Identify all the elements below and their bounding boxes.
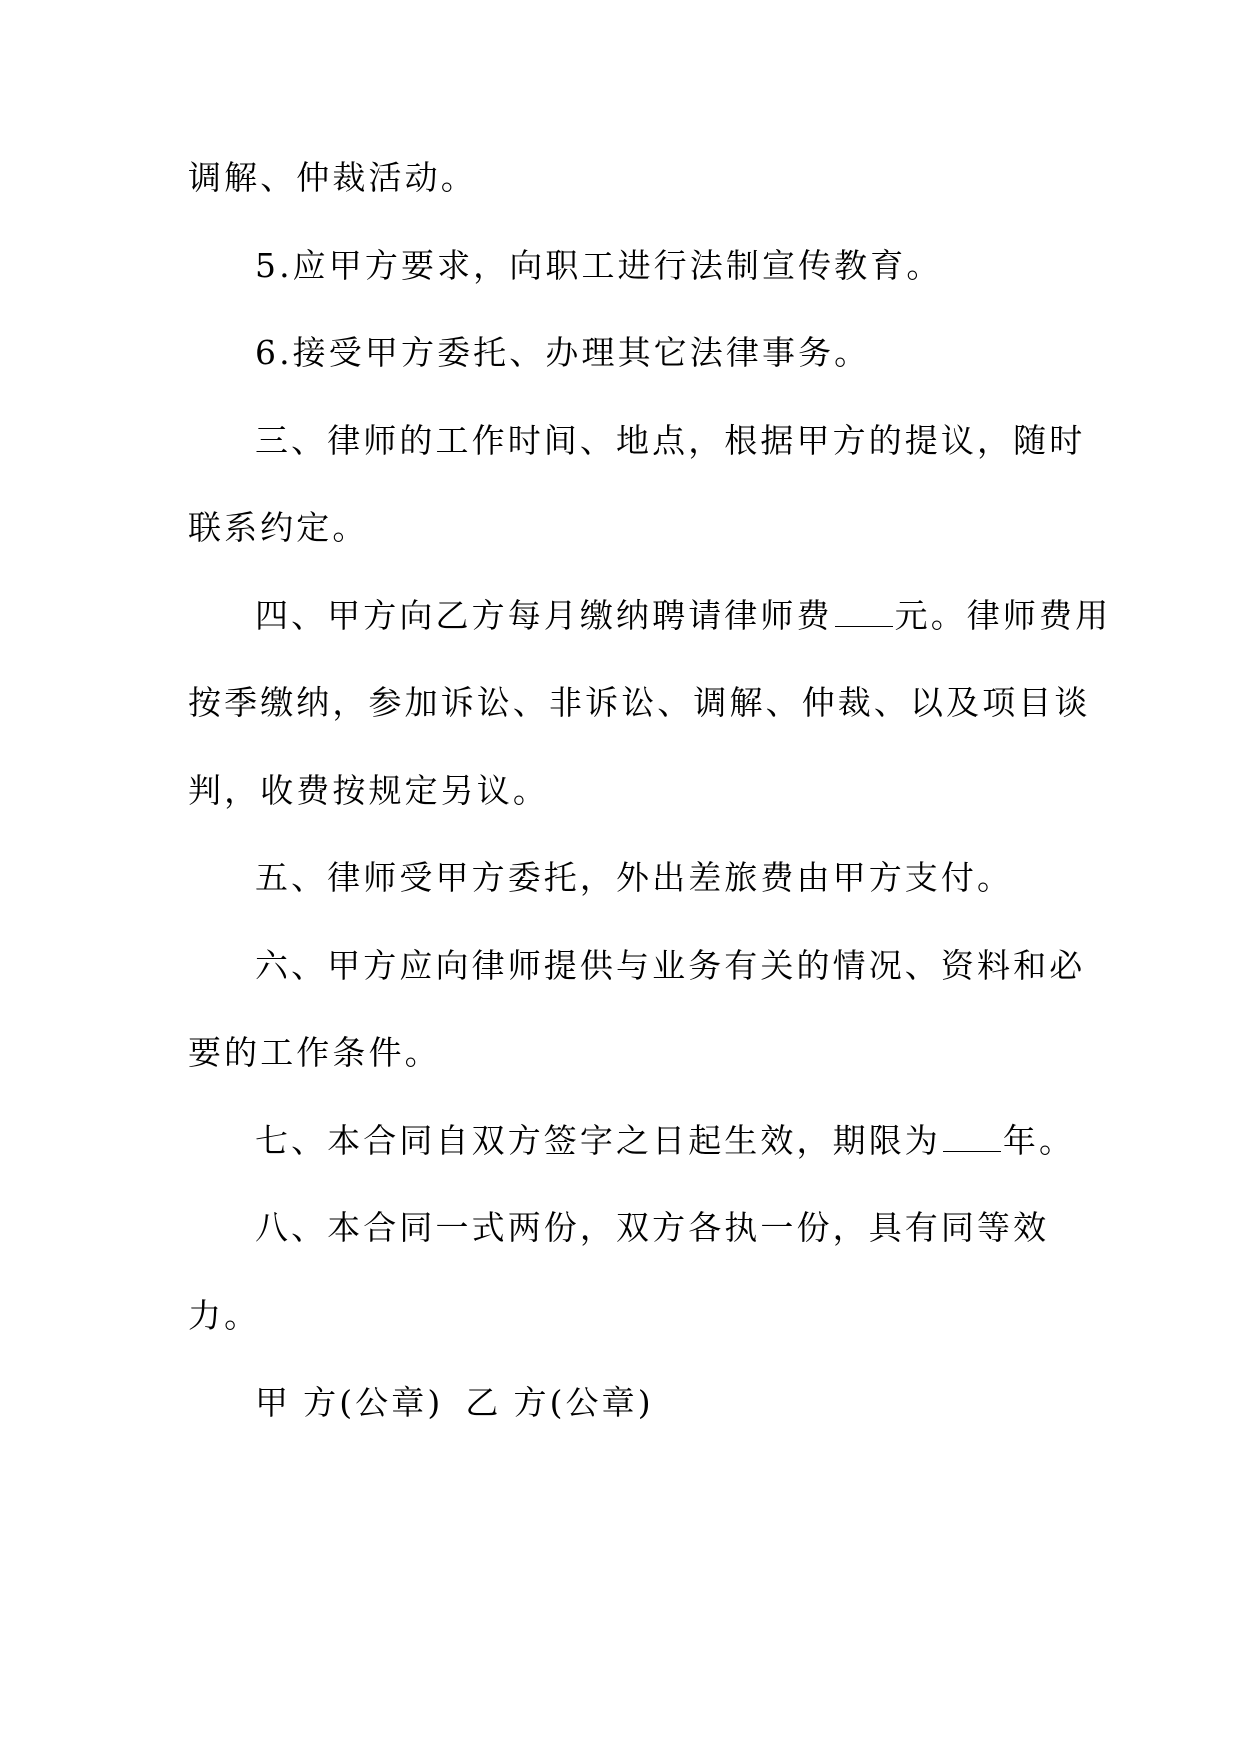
- party-a-seal-label: 方(公章): [303, 1383, 444, 1422]
- text-segment: 七、本合同自双方签字之日起生效，期限为: [255, 1121, 941, 1160]
- text-line: 调解、仲裁活动。: [188, 158, 477, 197]
- text-line: 力。: [188, 1296, 261, 1335]
- text-line-with-blank: [255, 596, 1111, 636]
- text-line: 5.应甲方要求，向职工进行法制宣传教育。: [255, 246, 943, 285]
- signature-line: [255, 1383, 654, 1423]
- text-segment: 四、甲方向乙方每月缴纳聘请律师费: [255, 596, 833, 635]
- text-line: 判，收费按规定另议。: [188, 771, 549, 810]
- party-b-seal-label: 方(公章): [513, 1383, 654, 1422]
- text-line: 八、本合同一式两份，双方各执一份，具有同等效: [255, 1208, 1050, 1247]
- fill-in-blank: [835, 596, 893, 627]
- fill-in-blank: [943, 1121, 1001, 1152]
- text-line: 要的工作条件。: [188, 1033, 441, 1072]
- text-line: 三、律师的工作时间、地点，根据甲方的提议，随时: [255, 421, 1086, 460]
- text-line-with-blank: [255, 1121, 1075, 1161]
- party-b-label: 乙: [465, 1383, 502, 1422]
- text-segment: 年。: [1002, 1121, 1076, 1160]
- party-a-label: 甲: [255, 1383, 292, 1422]
- text-line: 六、甲方应向律师提供与业务有关的情况、资料和必: [255, 946, 1086, 985]
- text-line: 五、律师受甲方委托，外出差旅费由甲方支付。: [255, 858, 1014, 897]
- text-line: 按季缴纳，参加诉讼、非诉讼、调解、仲裁、以及项目谈: [188, 683, 1091, 722]
- text-segment: 元。律师费用: [894, 596, 1112, 635]
- text-line: 联系约定。: [188, 508, 369, 547]
- text-line: 6.接受甲方委托、办理其它法律事务。: [255, 333, 871, 372]
